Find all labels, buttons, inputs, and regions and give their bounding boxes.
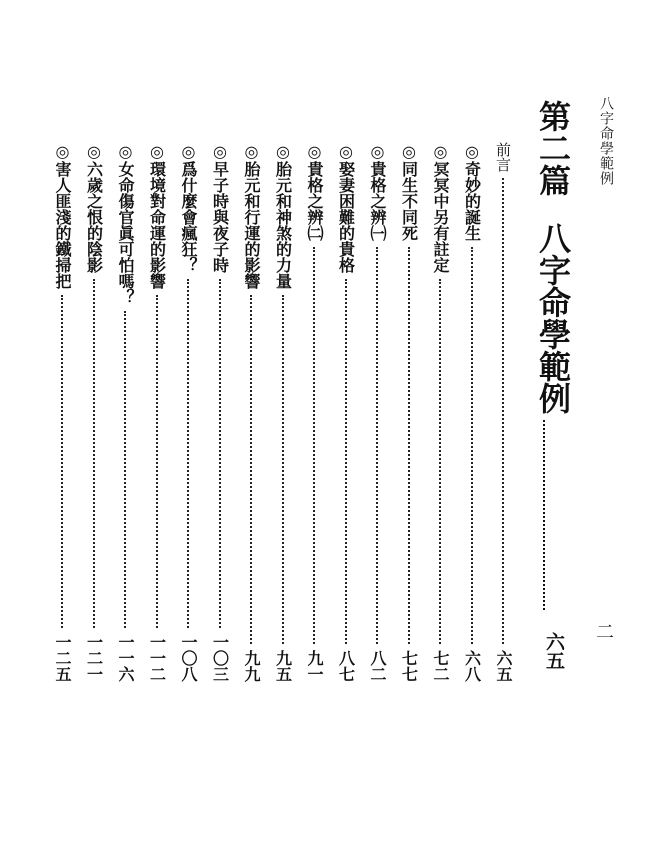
toc-entry-page: 一一六: [116, 634, 135, 682]
toc-entry-page: 一二一: [84, 634, 104, 682]
toc-entry-title: ◎奇妙的誕生: [462, 142, 482, 241]
toc-entry-page: 七七: [399, 650, 419, 682]
toc-entry-page: 六五: [494, 650, 513, 682]
page-number: 二: [593, 622, 614, 640]
toc-entry[interactable]: [459, 142, 485, 682]
chapter-number: 第二篇: [534, 100, 572, 196]
toc-entry-title: ◎女命傷官眞可怕嗎？: [116, 142, 135, 305]
toc-entry-page: 一〇三: [210, 634, 230, 682]
toc-entry-title: ◎貴格之辨㈠: [368, 142, 387, 241]
toc-entry-title: ◎娶妻困難的貴格: [336, 142, 356, 273]
toc-entry-page: 九一: [305, 650, 324, 682]
leader-dots: [376, 247, 378, 644]
toc-entry[interactable]: [144, 142, 170, 682]
toc-entry[interactable]: [112, 142, 138, 682]
leader-dots: [502, 178, 504, 644]
toc-entry-page: 八七: [336, 650, 356, 682]
toc-entry-page: 七二: [431, 650, 450, 682]
chapter-title: 八字命學範例: [534, 222, 572, 414]
leader-dots: [345, 279, 347, 644]
toc-entry[interactable]: [270, 142, 296, 682]
leader-dots: [187, 279, 189, 628]
toc-entry-title: ◎同生不同死: [399, 142, 419, 241]
leader-dots: [313, 247, 315, 644]
toc-entry-title: ◎害人匪淺的鐵掃把: [53, 142, 72, 289]
toc-entry[interactable]: [301, 142, 327, 682]
toc-entry-title: ◎爲什麼會瘋狂？: [179, 142, 198, 273]
toc-entry-page: 九九: [242, 650, 261, 682]
leader-dots: [471, 247, 473, 644]
toc-entry[interactable]: [396, 142, 422, 682]
leader-dots: [156, 295, 158, 628]
toc-entry[interactable]: [490, 142, 516, 682]
toc-entry-title: ◎六歲之恨的陰影: [84, 142, 104, 273]
leader-dots: [543, 420, 545, 610]
chapter-heading: [533, 100, 573, 610]
toc-entry-title: 前言: [494, 142, 512, 172]
toc-entry[interactable]: [81, 142, 107, 682]
toc-entry-title: ◎冥冥中另有註定: [431, 142, 450, 273]
leader-dots: [219, 279, 221, 628]
toc-entry-page: 六八: [462, 650, 482, 682]
toc-entry-title: ◎貴格之辨㈡: [305, 142, 324, 241]
chapter-page: 六五: [543, 632, 565, 670]
leader-dots: [93, 279, 95, 628]
toc-entry-page: 一二五: [53, 634, 72, 682]
leader-dots: [282, 295, 284, 644]
toc-entry-title: ◎胎元和神煞的力量: [273, 142, 293, 289]
toc-entry-page: 一〇八: [179, 634, 198, 682]
toc-entry-page: 八二: [368, 650, 387, 682]
toc-entry-page: 九五: [273, 650, 293, 682]
toc-entry-title: ◎早子時與夜子時: [210, 142, 230, 273]
toc-entry[interactable]: [175, 142, 201, 682]
leader-dots: [250, 295, 252, 644]
running-head: 八字命學範例: [598, 96, 614, 186]
toc-entry-page: 一一二: [147, 634, 167, 682]
toc-entry[interactable]: [207, 142, 233, 682]
leader-dots: [61, 295, 63, 628]
toc-entry[interactable]: [333, 142, 359, 682]
leader-dots: [439, 279, 441, 644]
toc-entry[interactable]: [49, 142, 75, 682]
toc-entry[interactable]: [238, 142, 264, 682]
toc-entry[interactable]: [427, 142, 453, 682]
toc-entry-title: ◎胎元和行運的影響: [242, 142, 261, 289]
toc-entry-title: ◎環境對命運的影響: [147, 142, 167, 289]
leader-dots: [408, 247, 410, 644]
toc-entry[interactable]: [364, 142, 390, 682]
leader-dots: [124, 311, 126, 628]
